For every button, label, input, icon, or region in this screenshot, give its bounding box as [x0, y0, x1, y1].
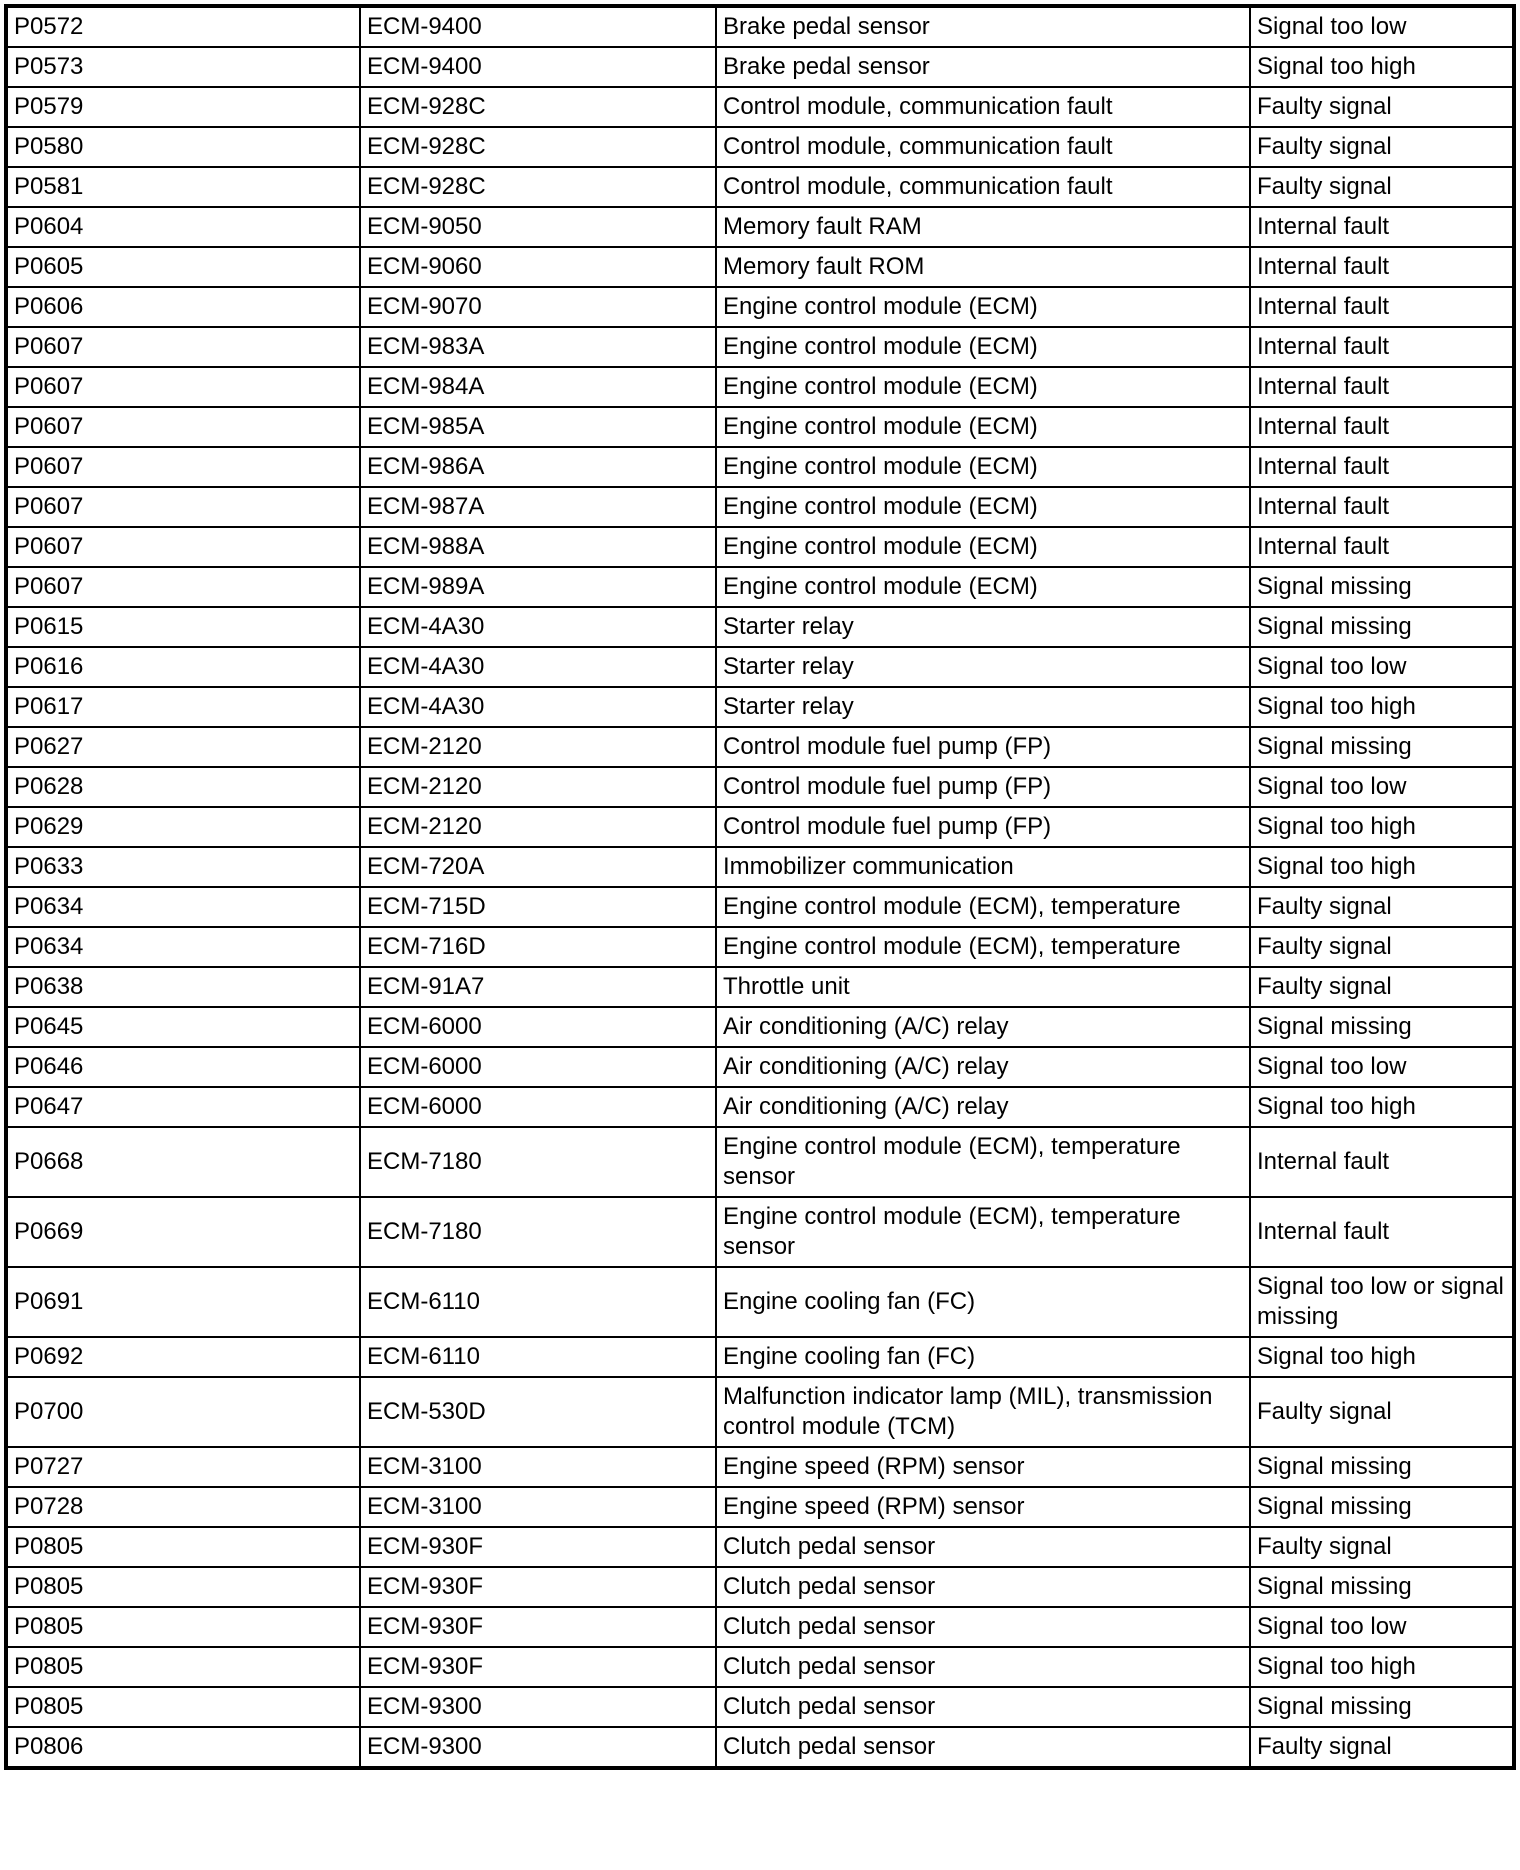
- fault-type-cell: Faulty signal: [1250, 927, 1514, 967]
- dtc-code-cell: P0692: [6, 1337, 360, 1377]
- fault-type-cell: Internal fault: [1250, 487, 1514, 527]
- fault-type-cell: Signal too low or signal missing: [1250, 1267, 1514, 1337]
- fault-type-cell: Signal too high: [1250, 687, 1514, 727]
- table-row: [6, 1087, 1514, 1127]
- component-cell: Brake pedal sensor: [716, 6, 1250, 47]
- fault-id-cell: ECM-984A: [360, 367, 716, 407]
- fault-type-cell: Signal too high: [1250, 47, 1514, 87]
- dtc-code-cell: P0572: [6, 6, 360, 47]
- fault-id-cell: ECM-9050: [360, 207, 716, 247]
- fault-id-cell: ECM-7180: [360, 1127, 716, 1197]
- dtc-code-cell: P0805: [6, 1647, 360, 1687]
- component-cell: Immobilizer communication: [716, 847, 1250, 887]
- dtc-code-cell: P0638: [6, 967, 360, 1007]
- dtc-code-cell: P0634: [6, 887, 360, 927]
- fault-type-cell: Signal too low: [1250, 647, 1514, 687]
- table-row: [6, 887, 1514, 927]
- fault-type-cell: Signal missing: [1250, 567, 1514, 607]
- dtc-code-cell: P0579: [6, 87, 360, 127]
- dtc-code-cell: P0647: [6, 1087, 360, 1127]
- table-row: [6, 487, 1514, 527]
- fault-id-cell: ECM-6000: [360, 1087, 716, 1127]
- table-row: [6, 1647, 1514, 1687]
- component-cell: Memory fault RAM: [716, 207, 1250, 247]
- table-row: [6, 927, 1514, 967]
- component-cell: Engine control module (ECM): [716, 567, 1250, 607]
- table-row: [6, 1487, 1514, 1527]
- fault-id-cell: ECM-930F: [360, 1647, 716, 1687]
- fault-type-cell: Faulty signal: [1250, 1727, 1514, 1768]
- fault-id-cell: ECM-6000: [360, 1007, 716, 1047]
- table-row: [6, 1377, 1514, 1447]
- component-cell: Clutch pedal sensor: [716, 1527, 1250, 1567]
- fault-id-cell: ECM-3100: [360, 1487, 716, 1527]
- fault-type-cell: Signal too high: [1250, 1087, 1514, 1127]
- dtc-code-cell: P0805: [6, 1687, 360, 1727]
- fault-type-cell: Internal fault: [1250, 1197, 1514, 1267]
- fault-id-cell: ECM-930F: [360, 1567, 716, 1607]
- table-row: [6, 1007, 1514, 1047]
- table-row: [6, 287, 1514, 327]
- dtc-code-cell: P0607: [6, 567, 360, 607]
- fault-type-cell: Internal fault: [1250, 447, 1514, 487]
- fault-type-cell: Faulty signal: [1250, 1377, 1514, 1447]
- component-cell: Clutch pedal sensor: [716, 1687, 1250, 1727]
- fault-id-cell: ECM-989A: [360, 567, 716, 607]
- component-cell: Clutch pedal sensor: [716, 1727, 1250, 1768]
- table-row: [6, 1047, 1514, 1087]
- table-row: [6, 967, 1514, 1007]
- dtc-code-cell: P0607: [6, 327, 360, 367]
- component-cell: Control module, communication fault: [716, 87, 1250, 127]
- component-cell: Engine control module (ECM), temperature sensor: [716, 1197, 1250, 1267]
- fault-type-cell: Signal too low: [1250, 767, 1514, 807]
- fault-type-cell: Signal too high: [1250, 1337, 1514, 1377]
- table-row: [6, 767, 1514, 807]
- dtc-code-cell: P0580: [6, 127, 360, 167]
- fault-type-cell: Signal missing: [1250, 1687, 1514, 1727]
- table-row: [6, 1447, 1514, 1487]
- fault-type-cell: Faulty signal: [1250, 87, 1514, 127]
- fault-type-cell: Signal missing: [1250, 1007, 1514, 1047]
- dtc-code-cell: P0629: [6, 807, 360, 847]
- component-cell: Malfunction indicator lamp (MIL), transmission control module (TCM): [716, 1377, 1250, 1447]
- component-cell: Memory fault ROM: [716, 247, 1250, 287]
- component-cell: Control module, communication fault: [716, 167, 1250, 207]
- dtc-code-cell: P0646: [6, 1047, 360, 1087]
- dtc-code-cell: P0805: [6, 1607, 360, 1647]
- table-row: [6, 447, 1514, 487]
- fault-id-cell: ECM-716D: [360, 927, 716, 967]
- component-cell: Control module fuel pump (FP): [716, 727, 1250, 767]
- fault-id-cell: ECM-930F: [360, 1607, 716, 1647]
- fault-id-cell: ECM-715D: [360, 887, 716, 927]
- fault-id-cell: ECM-7180: [360, 1197, 716, 1267]
- dtc-code-cell: P0606: [6, 287, 360, 327]
- dtc-code-cell: P0605: [6, 247, 360, 287]
- component-cell: Engine control module (ECM), temperature: [716, 887, 1250, 927]
- table-row: [6, 647, 1514, 687]
- table-row: [6, 247, 1514, 287]
- fault-id-cell: ECM-530D: [360, 1377, 716, 1447]
- fault-id-cell: ECM-9400: [360, 47, 716, 87]
- table-row: [6, 807, 1514, 847]
- fault-type-cell: Signal too high: [1250, 807, 1514, 847]
- dtc-code-cell: P0668: [6, 1127, 360, 1197]
- fault-type-cell: Internal fault: [1250, 1127, 1514, 1197]
- fault-id-cell: ECM-986A: [360, 447, 716, 487]
- fault-type-cell: Faulty signal: [1250, 967, 1514, 1007]
- fault-type-cell: Faulty signal: [1250, 167, 1514, 207]
- fault-id-cell: ECM-9300: [360, 1687, 716, 1727]
- dtc-code-cell: P0634: [6, 927, 360, 967]
- fault-id-cell: ECM-720A: [360, 847, 716, 887]
- component-cell: Starter relay: [716, 687, 1250, 727]
- dtc-code-cell: P0727: [6, 1447, 360, 1487]
- dtc-code-cell: P0617: [6, 687, 360, 727]
- fault-id-cell: ECM-987A: [360, 487, 716, 527]
- dtc-code-cell: P0806: [6, 1727, 360, 1768]
- dtc-code-cell: P0633: [6, 847, 360, 887]
- fault-id-cell: ECM-928C: [360, 167, 716, 207]
- fault-id-cell: ECM-4A30: [360, 647, 716, 687]
- fault-id-cell: ECM-6110: [360, 1337, 716, 1377]
- component-cell: Engine speed (RPM) sensor: [716, 1447, 1250, 1487]
- dtc-code-cell: P0691: [6, 1267, 360, 1337]
- table-row: [6, 367, 1514, 407]
- dtc-code-cell: P0627: [6, 727, 360, 767]
- table-row: [6, 567, 1514, 607]
- fault-id-cell: ECM-983A: [360, 327, 716, 367]
- dtc-code-cell: P0615: [6, 607, 360, 647]
- component-cell: Engine control module (ECM): [716, 287, 1250, 327]
- component-cell: Engine control module (ECM), temperature: [716, 927, 1250, 967]
- dtc-table: [4, 4, 1516, 1770]
- dtc-code-cell: P0669: [6, 1197, 360, 1267]
- fault-id-cell: ECM-988A: [360, 527, 716, 567]
- fault-id-cell: ECM-2120: [360, 767, 716, 807]
- table-row: [6, 1687, 1514, 1727]
- fault-type-cell: Signal missing: [1250, 607, 1514, 647]
- fault-id-cell: ECM-3100: [360, 1447, 716, 1487]
- dtc-code-cell: P0645: [6, 1007, 360, 1047]
- fault-id-cell: ECM-2120: [360, 727, 716, 767]
- fault-type-cell: Signal too high: [1250, 847, 1514, 887]
- fault-id-cell: ECM-9070: [360, 287, 716, 327]
- table-row: [6, 327, 1514, 367]
- table-row: [6, 167, 1514, 207]
- dtc-code-cell: P0616: [6, 647, 360, 687]
- table-row: [6, 1527, 1514, 1567]
- table-row: [6, 127, 1514, 167]
- fault-type-cell: Signal missing: [1250, 1447, 1514, 1487]
- fault-id-cell: ECM-4A30: [360, 687, 716, 727]
- fault-id-cell: ECM-9060: [360, 247, 716, 287]
- dtc-code-cell: P0607: [6, 367, 360, 407]
- table-row: [6, 1197, 1514, 1267]
- component-cell: Air conditioning (A/C) relay: [716, 1047, 1250, 1087]
- fault-id-cell: ECM-4A30: [360, 607, 716, 647]
- component-cell: Clutch pedal sensor: [716, 1567, 1250, 1607]
- table-row: [6, 207, 1514, 247]
- component-cell: Starter relay: [716, 647, 1250, 687]
- component-cell: Engine control module (ECM): [716, 407, 1250, 447]
- fault-type-cell: Signal too low: [1250, 1607, 1514, 1647]
- fault-id-cell: ECM-9300: [360, 1727, 716, 1768]
- dtc-code-cell: P0607: [6, 487, 360, 527]
- fault-type-cell: Signal too high: [1250, 1647, 1514, 1687]
- fault-type-cell: Internal fault: [1250, 367, 1514, 407]
- fault-type-cell: Internal fault: [1250, 327, 1514, 367]
- table-row: [6, 1127, 1514, 1197]
- fault-id-cell: ECM-928C: [360, 127, 716, 167]
- table-row: [6, 607, 1514, 647]
- component-cell: Engine cooling fan (FC): [716, 1267, 1250, 1337]
- table-row: [6, 87, 1514, 127]
- dtc-code-cell: P0700: [6, 1377, 360, 1447]
- fault-id-cell: ECM-2120: [360, 807, 716, 847]
- fault-type-cell: Faulty signal: [1250, 127, 1514, 167]
- dtc-code-cell: P0581: [6, 167, 360, 207]
- component-cell: Engine cooling fan (FC): [716, 1337, 1250, 1377]
- table-row: [6, 47, 1514, 87]
- table-row: [6, 1727, 1514, 1768]
- component-cell: Clutch pedal sensor: [716, 1647, 1250, 1687]
- component-cell: Control module fuel pump (FP): [716, 767, 1250, 807]
- fault-id-cell: ECM-6110: [360, 1267, 716, 1337]
- fault-type-cell: Internal fault: [1250, 247, 1514, 287]
- component-cell: Engine control module (ECM): [716, 367, 1250, 407]
- fault-id-cell: ECM-928C: [360, 87, 716, 127]
- dtc-code-cell: P0607: [6, 407, 360, 447]
- table-row: [6, 847, 1514, 887]
- fault-type-cell: Faulty signal: [1250, 1527, 1514, 1567]
- dtc-code-cell: P0628: [6, 767, 360, 807]
- fault-id-cell: ECM-6000: [360, 1047, 716, 1087]
- table-row: [6, 687, 1514, 727]
- fault-id-cell: ECM-930F: [360, 1527, 716, 1567]
- table-row: [6, 1607, 1514, 1647]
- table-row: [6, 6, 1514, 47]
- component-cell: Engine speed (RPM) sensor: [716, 1487, 1250, 1527]
- component-cell: Throttle unit: [716, 967, 1250, 1007]
- fault-type-cell: Internal fault: [1250, 407, 1514, 447]
- component-cell: Engine control module (ECM): [716, 527, 1250, 567]
- component-cell: Engine control module (ECM), temperature sensor: [716, 1127, 1250, 1197]
- fault-type-cell: Internal fault: [1250, 527, 1514, 567]
- table-row: [6, 1267, 1514, 1337]
- component-cell: Engine control module (ECM): [716, 447, 1250, 487]
- dtc-code-cell: P0604: [6, 207, 360, 247]
- dtc-code-cell: P0728: [6, 1487, 360, 1527]
- table-row: [6, 1567, 1514, 1607]
- table-row: [6, 1337, 1514, 1377]
- fault-type-cell: Signal too low: [1250, 1047, 1514, 1087]
- fault-id-cell: ECM-91A7: [360, 967, 716, 1007]
- table-row: [6, 527, 1514, 567]
- component-cell: Air conditioning (A/C) relay: [716, 1087, 1250, 1127]
- component-cell: Engine control module (ECM): [716, 327, 1250, 367]
- fault-type-cell: Signal missing: [1250, 1567, 1514, 1607]
- dtc-code-cell: P0607: [6, 527, 360, 567]
- component-cell: Control module fuel pump (FP): [716, 807, 1250, 847]
- table-row: [6, 727, 1514, 767]
- component-cell: Starter relay: [716, 607, 1250, 647]
- fault-type-cell: Faulty signal: [1250, 887, 1514, 927]
- dtc-code-cell: P0805: [6, 1527, 360, 1567]
- fault-type-cell: Signal missing: [1250, 1487, 1514, 1527]
- fault-type-cell: Internal fault: [1250, 287, 1514, 327]
- fault-id-cell: ECM-985A: [360, 407, 716, 447]
- component-cell: Brake pedal sensor: [716, 47, 1250, 87]
- dtc-code-cell: P0805: [6, 1567, 360, 1607]
- fault-type-cell: Signal too low: [1250, 6, 1514, 47]
- component-cell: Control module, communication fault: [716, 127, 1250, 167]
- fault-id-cell: ECM-9400: [360, 6, 716, 47]
- component-cell: Air conditioning (A/C) relay: [716, 1007, 1250, 1047]
- component-cell: Clutch pedal sensor: [716, 1607, 1250, 1647]
- dtc-code-cell: P0573: [6, 47, 360, 87]
- component-cell: Engine control module (ECM): [716, 487, 1250, 527]
- fault-type-cell: Internal fault: [1250, 207, 1514, 247]
- dtc-code-cell: P0607: [6, 447, 360, 487]
- table-row: [6, 407, 1514, 447]
- fault-type-cell: Signal missing: [1250, 727, 1514, 767]
